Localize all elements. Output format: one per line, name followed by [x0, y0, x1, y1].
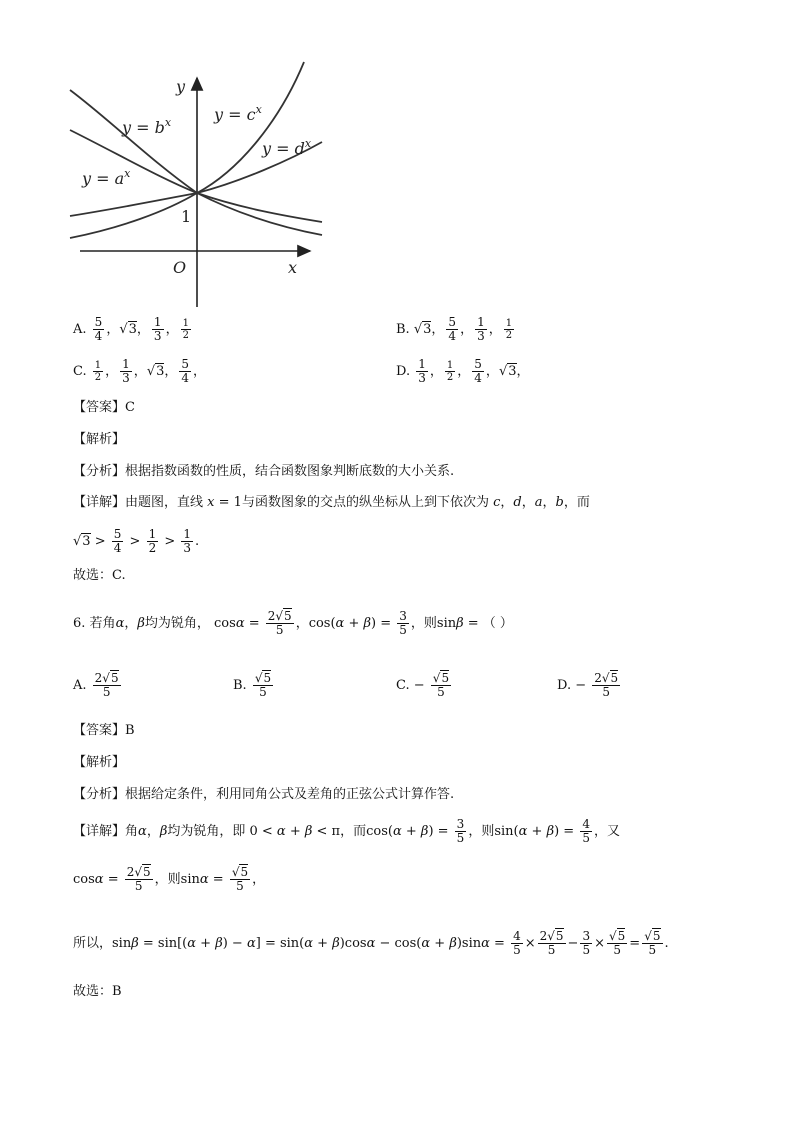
- q5-option-a: A. $\frac{5}{4}$ ，√3， $\frac{1}{3}$ ， $\frac{1}{2}$: [73, 315, 189, 343]
- q6-option-c: C. − $\frac{√5}{5}$: [396, 671, 450, 699]
- q5-analysis-heading: 【解析】: [73, 432, 126, 447]
- q6-option-d: D. − $\frac{2√5}{5}$: [557, 671, 619, 699]
- q6-fenxi: 【分析】根据给定条件，利用同角公式及差角的正弦公式计算作答.: [73, 787, 455, 802]
- q6-detail-line2: cosα = $\frac{2√5}{5}$ ，则sinα = $\frac{√5}{5}$ ，: [73, 865, 266, 893]
- q6-conclusion: 故选：B: [73, 984, 122, 999]
- q6-answer: 【答案】B: [73, 723, 135, 738]
- curve-b-label: $y = b^x$: [122, 116, 172, 137]
- q5-answer: 【答案】C: [73, 400, 135, 415]
- q6-option-a: A. $\frac{2√5}{5}$: [73, 671, 119, 699]
- q6-detail-line3: 所以，sinβ = sin[(α + β) − α] = sin(α + β)cosα − cos(α + β)sinα = $\frac{4}{5}$ × $\frac{2√5}{5}$ − $\frac{3}{5}$ × $\frac{√5}{5}$ = $\frac{√5}{5}$ .: [73, 929, 669, 957]
- origin-label: O: [173, 258, 187, 277]
- q6-option-b: B. $\frac{√5}{5}$: [233, 671, 272, 699]
- q5-detail: 【详解】由题图，直线 x = 1与函数图象的交点的纵坐标从上到下依次为 c，d，a，b，而: [73, 495, 590, 510]
- y-axis-label: y: [176, 77, 186, 96]
- q5-option-b: B. √3， $\frac{5}{4}$ ， $\frac{1}{3}$ ， $\frac{1}{2}$: [396, 315, 513, 343]
- curve-b: [70, 90, 322, 235]
- x-axis-label: x: [288, 258, 298, 277]
- q5-conclusion: 故选：C.: [73, 568, 126, 583]
- one-label: 1: [181, 207, 192, 226]
- curve-c-label: $y = c^x$: [214, 103, 262, 124]
- q5-fenxi: 【分析】根据指数函数的性质，结合函数图象判断底数的大小关系.: [73, 464, 455, 479]
- exponential-graph: [60, 55, 340, 315]
- q6-detail-line1: 【详解】角α，β均为锐角，即 0 < α + β < π，而cos(α + β) = $\frac{3}{5}$ ，则sin(α + β) = $\frac{4}{5}$ ，又: [73, 817, 620, 845]
- q5-option-c: C. $\frac{1}{2}$ ， $\frac{1}{3}$ ，√3， $\frac{5}{4}$ ，: [73, 357, 207, 385]
- curve-a-label: $y = a^x$: [82, 167, 131, 188]
- q5-inequality: √3 > $\frac{5}{4}$ > $\frac{1}{2}$ > $\frac{1}{3}$ .: [73, 527, 200, 555]
- q6-stem: 6. 若角α，β均为锐角， cosα = $\frac{2√5}{5}$ ，cos(α + β) = $\frac{3}{5}$ ，则sinβ = （ ）: [73, 609, 513, 637]
- q6-analysis-heading: 【解析】: [73, 755, 126, 770]
- q5-option-d: D. $\frac{1}{3}$ ， $\frac{1}{2}$ ， $\frac{5}{4}$ ，√3，: [396, 357, 530, 385]
- curve-d-label: $y = d^x$: [262, 137, 312, 158]
